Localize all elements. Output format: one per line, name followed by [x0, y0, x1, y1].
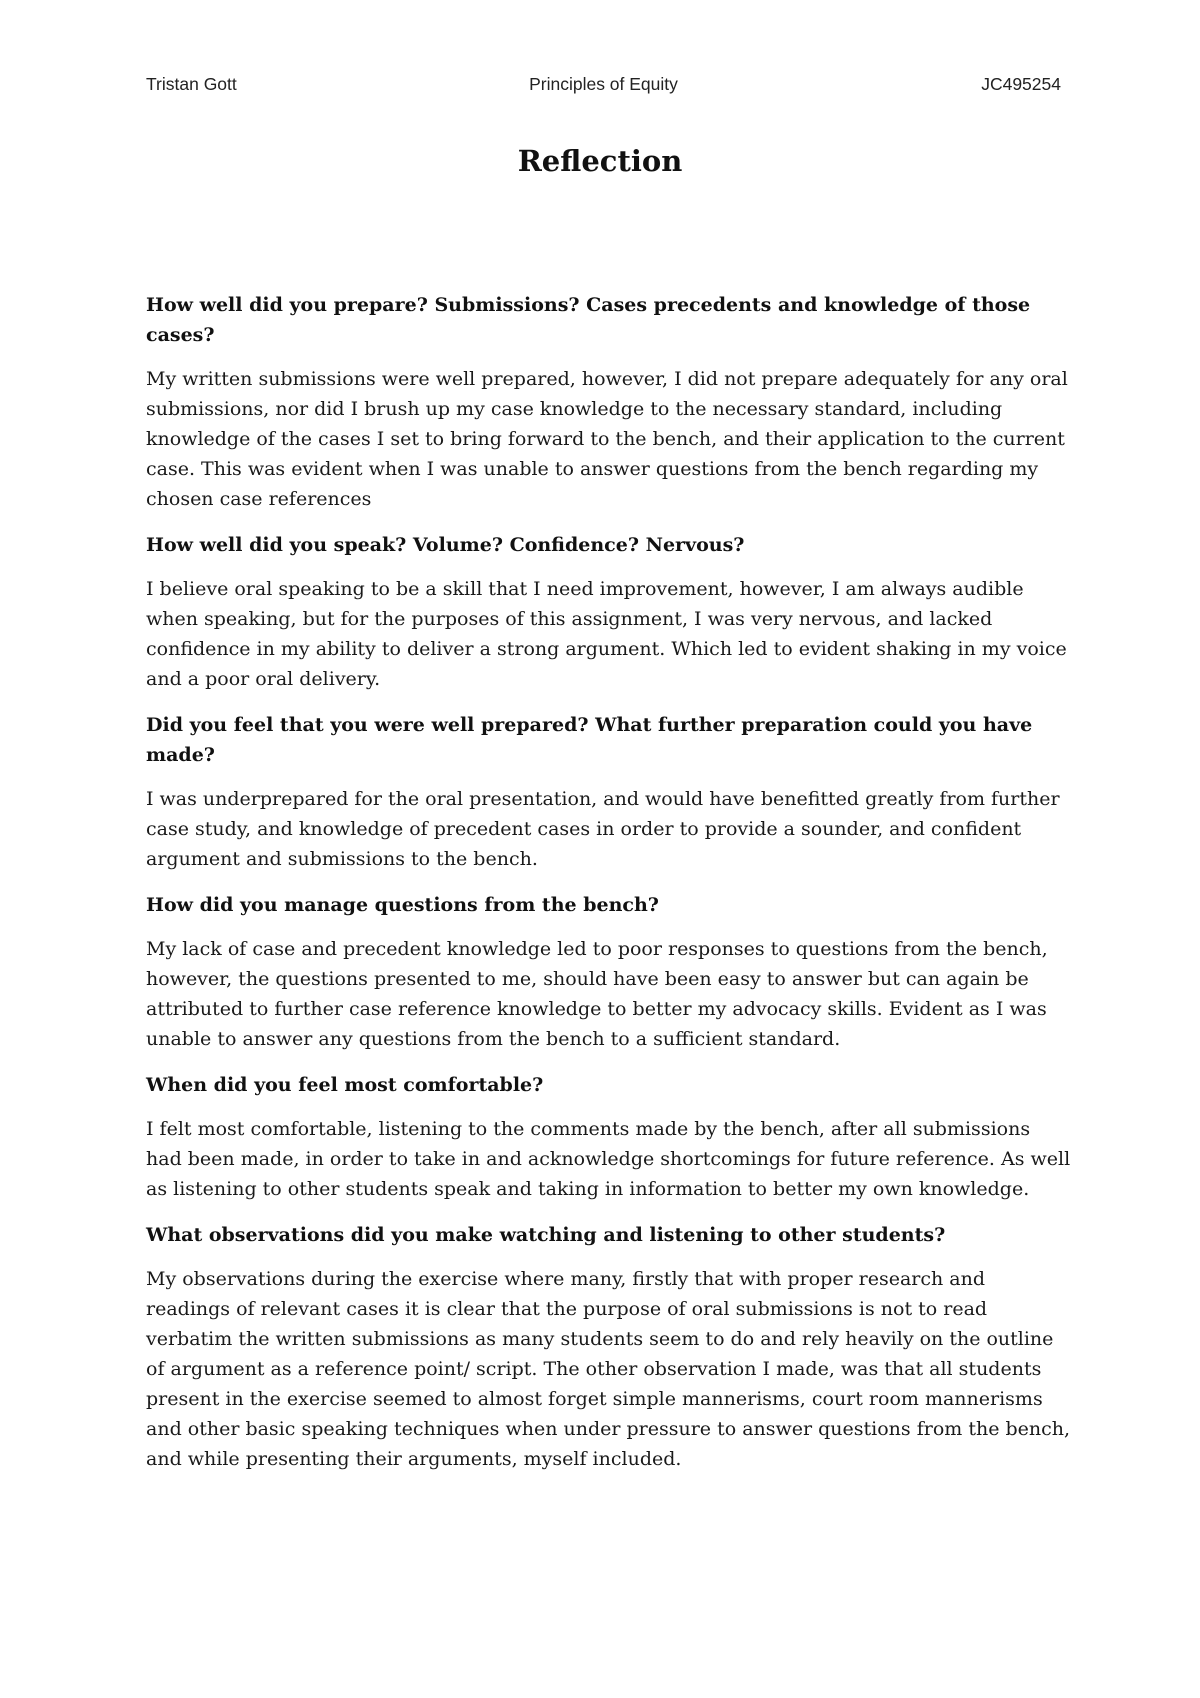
question-heading: What observations did you make watching and listening to other students?: [146, 1224, 946, 1246]
question-heading: When did you feel most comfortable?: [146, 1074, 544, 1096]
answer-paragraph: My written submissions were well prepared, however, I did not prepare adequately for any oral submissions, nor did I brush up my case knowledge to the necessary standard, including knowledge of the cases I set to bring forward to the bench, and their application to the current case. This was evident when I was unable to answer questions from the bench regarding my chosen case references: [146, 368, 1068, 510]
qa-section-preparation: [146, 290, 1071, 514]
answer-paragraph: I believe oral speaking to be a skill that I need improvement, however, I am always audible when speaking, but for the purposes of this assignment, I was very nervous, and lacked confidence in my ability to deliver a strong argument. Which led to evident shaking in my voice and a poor oral delivery.: [146, 578, 1067, 690]
header-student-id: JC495254: [981, 74, 1061, 94]
page-title: Reflection: [517, 144, 683, 178]
qa-section-observations: [146, 1220, 1071, 1474]
header-course: Principles of Equity: [529, 74, 678, 94]
running-header: [146, 74, 1061, 98]
question-heading: How well did you prepare? Submissions? Cases precedents and knowledge of those cases?: [146, 294, 1031, 346]
header-author: Tristan Gott: [146, 74, 237, 94]
answer-paragraph: My lack of case and precedent knowledge led to poor responses to questions from the bench, however, the questions presented to me, should have been easy to answer but can again be attributed to further case reference knowledge to better my advocacy skills. Evident as I was unable to answer any questions from the bench to a sufficient standard.: [146, 938, 1048, 1050]
qa-section-bench-questions: [146, 890, 1071, 1054]
reflection-body: [146, 290, 1071, 1490]
question-heading: How well did you speak? Volume? Confidence? Nervous?: [146, 534, 745, 556]
question-heading: Did you feel that you were well prepared? What further preparation could you have made?: [146, 714, 1033, 766]
answer-paragraph: My observations during the exercise where many, firstly that with proper research and readings of relevant cases it is clear that the purpose of oral submissions is not to read verbatim the written submissions as many students seem to do and rely heavily on the outline of argument as a reference point/ script. The other observation I made, was that all students present in the exercise seemed to almost forget simple mannerisms, court room mannerisms and other basic speaking techniques when under pressure to answer questions from the bench, and while presenting their arguments, myself included.: [146, 1268, 1071, 1470]
qa-section-speaking: [146, 530, 1071, 694]
answer-paragraph: I felt most comfortable, listening to the comments made by the bench, after all submissions had been made, in order to take in and acknowledge shortcomings for future reference. As well as listening to other students speak and taking in information to better my own knowledge.: [146, 1118, 1071, 1200]
answer-paragraph: I was underprepared for the oral presentation, and would have benefitted greatly from further case study, and knowledge of precedent cases in order to provide a sounder, and confident argument and submissions to the bench.: [146, 788, 1060, 870]
qa-section-further-preparation: [146, 710, 1071, 874]
qa-section-comfort: [146, 1070, 1071, 1204]
question-heading: How did you manage questions from the bench?: [146, 894, 659, 916]
